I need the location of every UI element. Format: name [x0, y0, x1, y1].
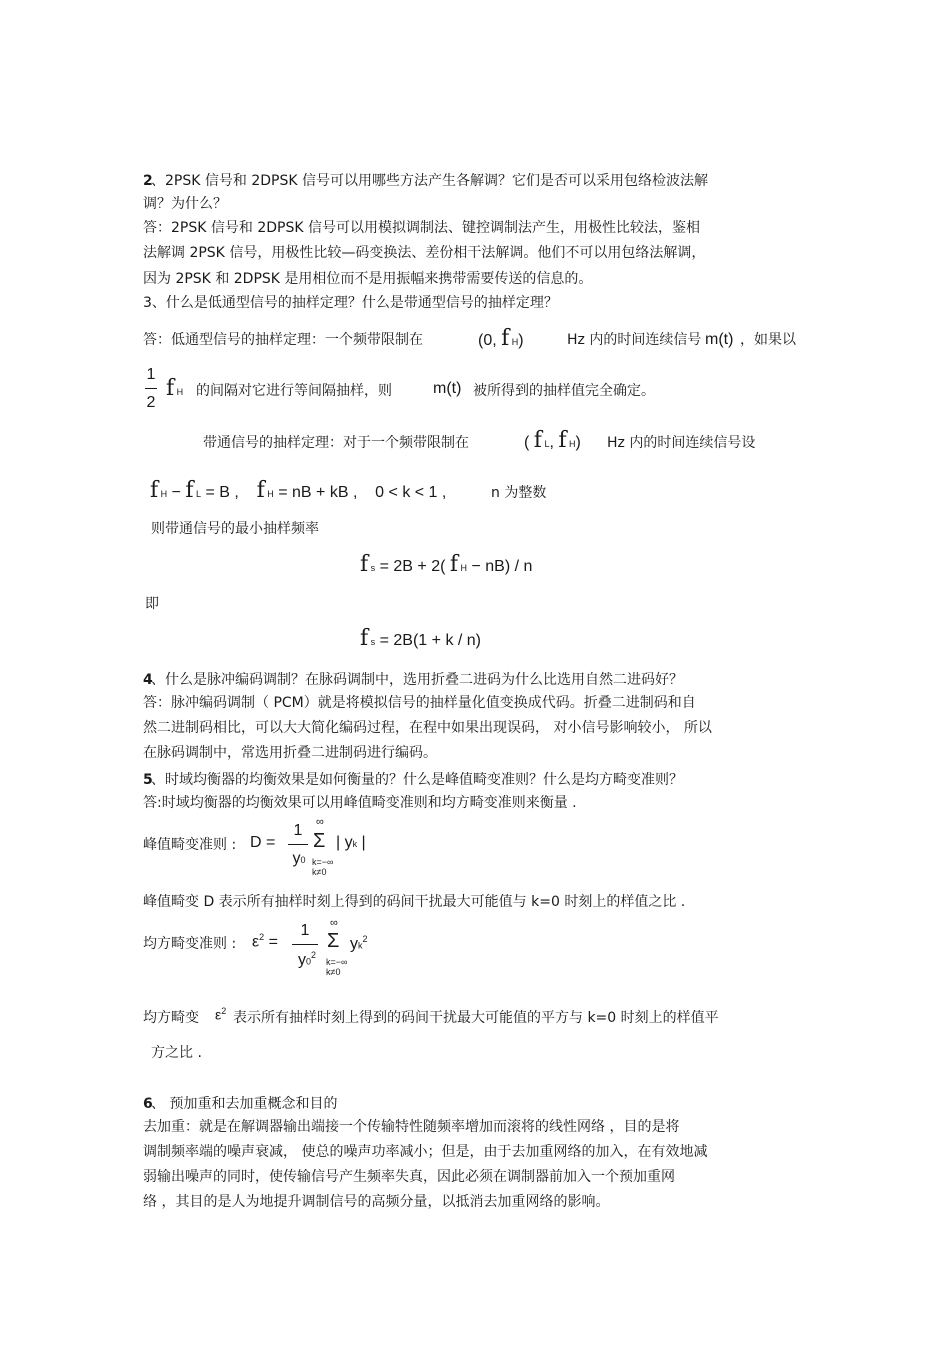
- bandpass-intro-post: Hz 内的时间连续信号设: [607, 435, 756, 451]
- peak-distortion-label: 峰值畸变准则 :: [143, 837, 237, 853]
- mse-sum-upper: ∞: [330, 917, 338, 929]
- peak-sum-upper: ∞: [316, 816, 324, 828]
- mse-sum-lower: k=−∞ k≠0: [326, 957, 348, 977]
- q2-number: 2: [143, 173, 153, 189]
- q6-answer-line-1: 去加重：就是在解调器输出端接一个传输特性随频率增加而滚将的线性网络 ，目的是将: [143, 1119, 680, 1135]
- q2-answer-line-1: 答：2PSK 信号和 2DPSK 信号可以用模拟调制法、键控调制法产生，用极性比较法，鉴相: [143, 220, 700, 236]
- q6-answer-line-3: 弱输出噪声的同时，使传输信号产生频率失真，因此必须在调制器前加入一个预加重网: [143, 1169, 675, 1185]
- q6-answer-line-2: 调制频率端的噪声衰减， 使总的噪声功率减小；但是，由于去加重网络的加入，在有效地减: [143, 1144, 708, 1160]
- peak-fraction-bar: [288, 844, 308, 845]
- q3-title: 3、什么是低通型信号的抽样定理？什么是带通型信号的抽样定理？: [143, 295, 558, 311]
- q5-number: 5: [143, 772, 153, 788]
- peak-sum-lower: k=−∞ k≠0: [312, 857, 334, 877]
- bandpass-band-formula: ( f L, f H): [524, 428, 581, 453]
- signal-m-t-2: m(t): [433, 380, 462, 397]
- q3-answer-line-2: 的间隔对它进行等间隔抽样，则: [196, 383, 392, 399]
- q4-answer-line-1: 答：脉冲编码调制（ PCM）就是将模拟信号的抽样量化值变换成代码。折叠二进制码和自: [143, 695, 696, 711]
- peak-d-equals: D =: [250, 834, 276, 851]
- bandpass-condition-formula: f H − f L = B , f H = nB + kB , 0 < k < 1 ,: [150, 478, 447, 503]
- q4-answer-line-2: 然二进制码相比，可以大大简化编码过程，在程中如果出现误码， 对小信号影响较小， 所以: [143, 720, 712, 736]
- q2-answer-line-2: 法解调 2PSK 信号，用极性比较—码变换法、差份相干法解调。他们不可以用包络法解调，: [143, 245, 706, 261]
- q6-answer-line-4: 络 ，其目的是人为地提升调制信号的高频分量，以抵消去加重网络的影响。: [143, 1194, 610, 1210]
- lowpass-band-formula: (0, f H): [478, 326, 524, 351]
- q2-title-cont: 调？为什么？: [143, 196, 227, 212]
- min-sampling-rate-formula: f s = 2B + 2( f H − nB) / n: [360, 552, 533, 577]
- q3-answer-line-1-mid: Hz 内的时间连续信号: [567, 332, 702, 348]
- half-fraction-numerator: 1: [146, 366, 156, 383]
- q3-answer-line-1: 答：低通型信号的抽样定理：一个频带限制在: [143, 332, 423, 348]
- q4-answer-line-3: 在脉码调制中，常选用折叠二进制码进行编码。: [143, 745, 437, 761]
- sampling-interval-formula: f H: [166, 376, 184, 401]
- half-fraction-denominator: 2: [146, 394, 156, 411]
- mse-description-prefix: 均方畸变: [143, 1010, 199, 1026]
- q4-title: 、什么是脉冲编码调制？在脉码调制中，选用折叠二进码为什么比选用自然二进码好？: [151, 672, 683, 688]
- peak-fraction-denominator: y0: [292, 850, 306, 867]
- simplified-sampling-rate-formula: f s = 2B(1 + k / n): [360, 626, 481, 651]
- q3-answer-line-1-post: ，如果以: [740, 332, 796, 348]
- mse-sum-sigma: Σ: [327, 930, 340, 952]
- mse-distortion-description: 表示所有抽样时刻上得到的码间干扰最大可能值的平方与 k=0 时刻上的样值平: [233, 1010, 719, 1026]
- peak-fraction-numerator: 1: [293, 822, 303, 839]
- q2-title: 、2PSK 信号和 2DPSK 信号可以用哪些方法产生各解调？它们是否可以采用包络检波法解: [151, 173, 708, 189]
- peak-sum-sigma: Σ: [313, 830, 326, 852]
- n-integer-note: n 为整数: [491, 485, 547, 501]
- q6-title: 、 预加重和去加重概念和目的: [151, 1096, 338, 1112]
- mse-distortion-label: 均方畸变准则 :: [143, 936, 237, 952]
- mse-distortion-description-cont: 方之比 .: [151, 1045, 202, 1061]
- min-sampling-rate-label: 则带通信号的最小抽样频率: [151, 521, 319, 537]
- mse-fraction-numerator: 1: [300, 922, 310, 939]
- q5-title: 、时域均衡器的均衡效果是如何衡量的？什么是峰值畸变准则？什么是均方畸变准则？: [151, 772, 683, 788]
- mse-fraction-denominator: $y0^2$: [297, 950, 317, 969]
- mse-fraction-bar: [292, 944, 318, 945]
- q6-number: 6: [143, 1096, 153, 1112]
- mse-yk-squared: $yk^2$: [350, 934, 368, 953]
- ji-label: 即: [145, 596, 159, 612]
- fraction-bar: [145, 388, 157, 389]
- peak-abs-yk: | yk |: [336, 834, 366, 851]
- q4-number: 4: [143, 672, 153, 688]
- q5-answer-line-1: 答:时域均衡器的均衡效果可以用峰值畸变准则和均方畸变准则来衡量 .: [143, 795, 577, 811]
- q2-answer-line-3: 因为 2PSK 和 2DPSK 是用相位而不是用振幅来携带需要传送的信息的。: [143, 271, 593, 287]
- mse-epsilon-equals: $\varepsilon^2$ =: [252, 932, 278, 951]
- q3-answer-line-2-end: 被所得到的抽样值完全确定。: [473, 383, 655, 399]
- bandpass-intro: 带通信号的抽样定理：对于一个频带限制在: [203, 435, 469, 451]
- peak-distortion-description: 峰值畸变 D 表示所有抽样时刻上得到的码间干扰最大可能值与 k=0 时刻上的样值之比 .: [143, 894, 686, 910]
- mse-epsilon-symbol: $\varepsilon^2$: [215, 1006, 227, 1023]
- signal-m-t: m(t): [705, 331, 734, 348]
